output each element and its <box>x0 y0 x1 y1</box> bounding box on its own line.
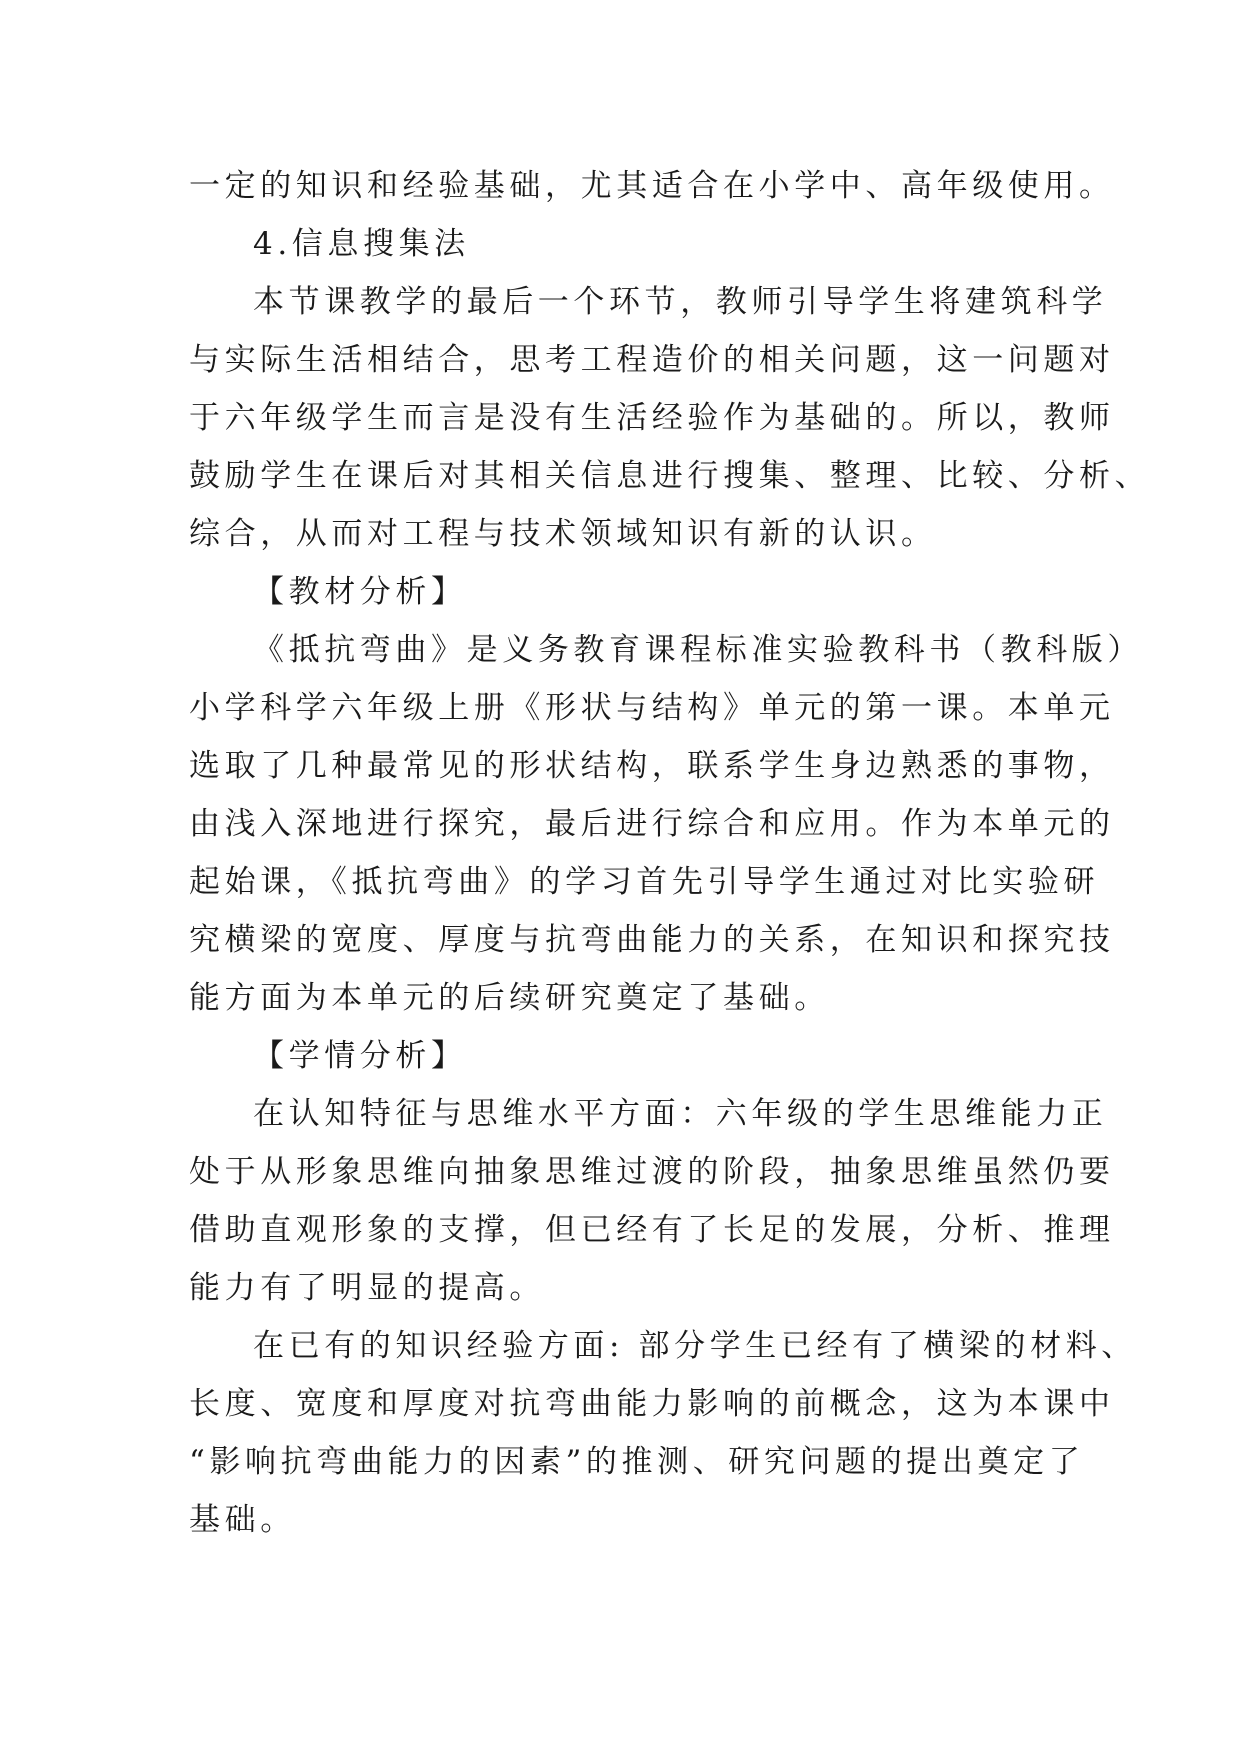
paragraph-line: 与实际生活相结合，思考工程造价的相关问题，这一问题对 <box>189 342 1115 378</box>
paragraph-line: 一定的知识和经验基础，尤其适合在小学中、高年级使用。 <box>189 168 1115 204</box>
paragraph-line: 基础。 <box>189 1502 296 1538</box>
section-heading: 【学情分析】 <box>253 1038 467 1074</box>
paragraph-line: 起始课，《抵抗弯曲》的学习首先引导学生通过对比实验研 <box>189 864 1100 900</box>
paragraph-line: 处于从形象思维向抽象思维过渡的阶段，抽象思维虽然仍要 <box>189 1154 1115 1190</box>
paragraph-line: 在认知特征与思维水平方面：六年级的学生思维能力正 <box>253 1096 1108 1132</box>
paragraph-line: 综合，从而对工程与技术领域知识有新的认识。 <box>189 516 937 552</box>
paragraph-line: 选取了几种最常见的形状结构，联系学生身边熟悉的事物， <box>189 748 1115 784</box>
paragraph-line: 《抵抗弯曲》是义务教育课程标准实验教科书（教科版） <box>253 632 1143 668</box>
paragraph-line: 能力有了明显的提高。 <box>189 1270 545 1306</box>
paragraph-line: 借助直观形象的支撑，但已经有了长足的发展，分析、推理 <box>189 1212 1115 1248</box>
paragraph-line: 小学科学六年级上册《形状与结构》单元的第一课。本单元 <box>189 690 1115 726</box>
paragraph-line: “影响抗弯曲能力的因素”的推测、研究问题的提出奠定了 <box>189 1444 1085 1480</box>
paragraph-line: 于六年级学生而言是没有生活经验作为基础的。所以，教师 <box>189 400 1115 436</box>
paragraph-line: 究横梁的宽度、厚度与抗弯曲能力的关系，在知识和探究技 <box>189 922 1115 958</box>
paragraph-line: 鼓励学生在课后对其相关信息进行搜集、整理、比较、分析、 <box>189 458 1151 494</box>
section-heading: 4.信息搜集法 <box>253 226 470 262</box>
paragraph-line: 能方面为本单元的后续研究奠定了基础。 <box>189 980 830 1016</box>
paragraph-line: 由浅入深地进行探究，最后进行综合和应用。作为本单元的 <box>189 806 1115 842</box>
paragraph-line: 在已有的知识经验方面: 部分学生已经有了横梁的材料、 <box>253 1328 1137 1364</box>
section-heading: 【教材分析】 <box>253 574 467 610</box>
paragraph-line: 长度、宽度和厚度对抗弯曲能力影响的前概念，这为本课中 <box>189 1386 1115 1422</box>
paragraph-line: 本节课教学的最后一个环节，教师引导学生将建筑科学 <box>253 284 1108 320</box>
